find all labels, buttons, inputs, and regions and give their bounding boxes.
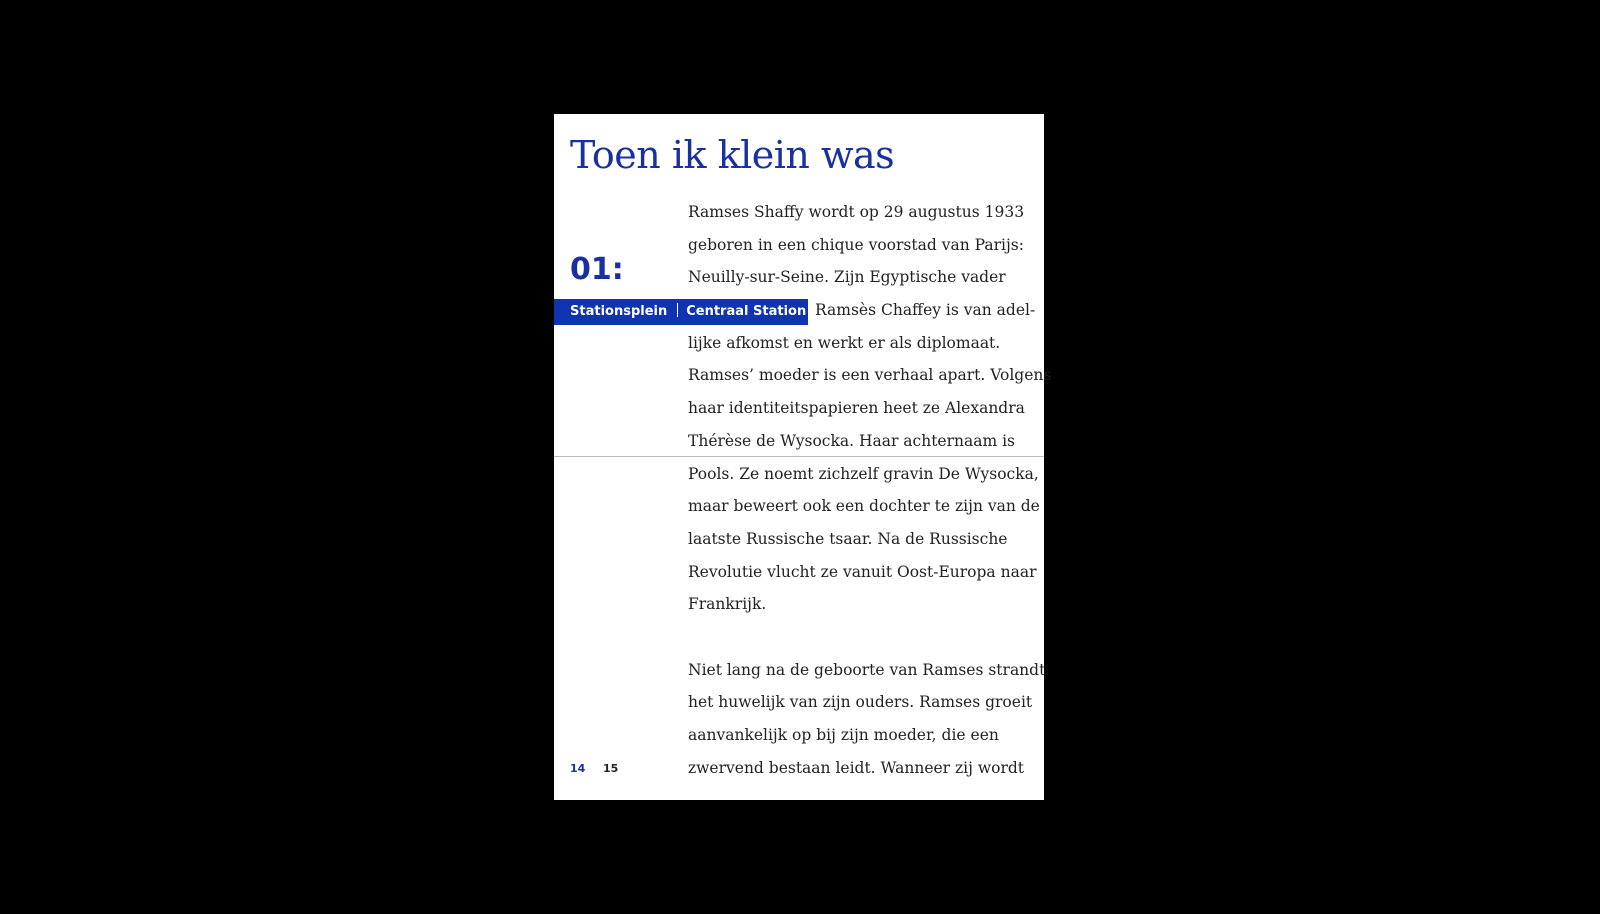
body-line: Frankrijk.: [688, 595, 767, 614]
body-line: maar beweert ook een dochter te zijn van de: [688, 497, 1040, 516]
body-line: Revolutie vlucht ze vanuit Oost-Europa naar: [688, 562, 1037, 581]
body-text: [688, 196, 1052, 784]
body-line: aanvankelijk op bij zijn moeder, die een: [688, 726, 999, 744]
body-line: Pools. Ze noemt zichzelf gravin De Wysocka,: [688, 464, 1039, 483]
body-line: Niet lang na de geboorte van Ramses strandt: [688, 660, 1046, 679]
chapter-number: 01:: [570, 252, 624, 287]
location-secondary: Centraal Station: [686, 304, 807, 319]
page-title: Toen ik klein was: [570, 133, 895, 177]
body-line: haar identiteitspapieren heet ze Alexandra: [688, 399, 1025, 418]
body-line: het huwelijk van zijn ouders. Ramses groeit: [688, 693, 1033, 712]
location-primary: Stationsplein: [570, 304, 668, 319]
page-number-left: 14: [570, 762, 586, 775]
book-page: [554, 114, 1052, 800]
body-line: Thérèse de Wysocka. Haar achternaam is: [688, 431, 1016, 450]
body-line: laatste Russische tsaar. Na de Russische: [688, 529, 1008, 548]
body-line: Ramses’ moeder is een verhaal apart. Volgens: [688, 366, 1052, 385]
body-line: Ramsès Chaffey is van adel-: [815, 301, 1036, 320]
body-line: geboren in een chique voorstad van Parijs:: [688, 235, 1024, 254]
page-number-right: 15: [603, 762, 619, 775]
body-line: zwervend bestaan leidt. Wanneer zij wordt: [688, 758, 1025, 777]
body-line: Ramses Shaffy wordt op 29 augustus 1933: [688, 203, 1025, 221]
body-line-blank: [688, 621, 1038, 654]
body-line: Neuilly-sur-Seine. Zijn Egyptische vader: [688, 268, 1006, 287]
location-separator: [677, 303, 678, 317]
body-line: lijke afkomst en werkt er als diplomaat.: [688, 333, 1001, 352]
